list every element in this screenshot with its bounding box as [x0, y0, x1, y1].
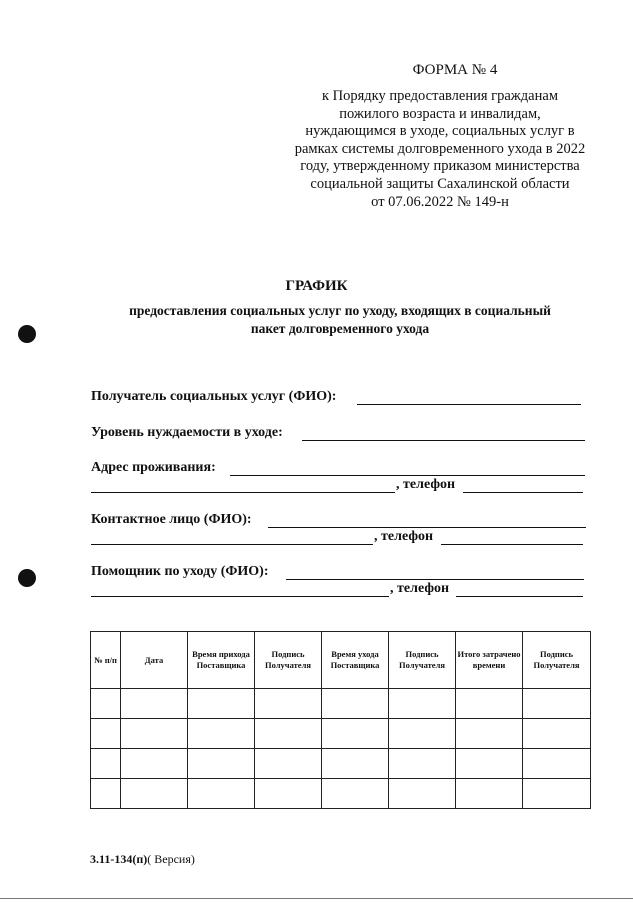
- address-label: Адрес проживания:: [91, 460, 216, 475]
- table-cell[interactable]: [91, 719, 121, 749]
- approval-reference: [270, 88, 610, 211]
- assistant-fill-line-1[interactable]: [286, 579, 584, 580]
- table-cell[interactable]: [389, 719, 456, 749]
- assistant-fill-line-2[interactable]: [91, 596, 389, 597]
- column-header-recipient-signature: Подпись Получателя: [389, 632, 456, 689]
- table-row: [91, 779, 591, 809]
- table-cell[interactable]: [389, 749, 456, 779]
- need-level-label: Уровень нуждаемости в уходе:: [91, 425, 283, 440]
- table-cell[interactable]: [456, 689, 523, 719]
- column-header-recipient-signature: Подпись Получателя: [523, 632, 591, 689]
- table-cell[interactable]: [188, 749, 255, 779]
- document-subtitle: [90, 302, 590, 338]
- table-cell[interactable]: [91, 749, 121, 779]
- contact-phone-label: , телефон: [374, 529, 434, 544]
- table-cell[interactable]: [255, 689, 322, 719]
- recipient-label: Получатель социальных услуг (ФИО):: [91, 389, 337, 404]
- table-cell[interactable]: [389, 689, 456, 719]
- form-number-label: ФОРМА № 4: [412, 62, 498, 78]
- column-header-arrival-time: Время прихода Поставщика: [188, 632, 255, 689]
- form-code: [90, 852, 195, 867]
- approval-line: пожилого возраста и инвалидам,: [339, 105, 541, 122]
- form-code-number: 3.11-134(п): [90, 852, 148, 866]
- address-fill-line-1[interactable]: [230, 475, 585, 476]
- approval-line: к Порядку предоставления гражданам: [321, 88, 558, 104]
- form-code-version: ( Версия): [147, 852, 195, 866]
- table-cell[interactable]: [322, 689, 389, 719]
- approval-line: нуждающимся в уходе, социальных услуг в: [305, 123, 575, 140]
- table-cell[interactable]: [456, 749, 523, 779]
- table-cell[interactable]: [188, 689, 255, 719]
- approval-line: от 07.06.2022 № 149-н: [371, 193, 509, 210]
- contact-fill-line-1[interactable]: [268, 527, 586, 528]
- table-cell[interactable]: [322, 749, 389, 779]
- table-cell[interactable]: [121, 689, 188, 719]
- approval-line: социальной защиты Сахалинской области: [310, 175, 570, 192]
- table-cell[interactable]: [456, 719, 523, 749]
- table-cell[interactable]: [322, 719, 389, 749]
- subtitle-line-1: предоставления социальных услуг по уходу, входящих в социальный: [129, 303, 551, 318]
- table-cell[interactable]: [523, 719, 591, 749]
- assistant-phone-label: , телефон: [390, 581, 450, 596]
- address-phone-label: , телефон: [396, 477, 456, 492]
- table-row: [91, 749, 591, 779]
- scan-bottom-edge: [0, 898, 633, 899]
- column-header-number: № п/п: [91, 632, 121, 689]
- column-header-total-time: Итого затрачено времени: [456, 632, 523, 689]
- contact-fill-line-2[interactable]: [91, 544, 373, 545]
- table-row: [91, 719, 591, 749]
- table-cell[interactable]: [121, 719, 188, 749]
- address-fill-line-2[interactable]: [91, 492, 395, 493]
- table-cell[interactable]: [456, 779, 523, 809]
- document-title: ГРАФИК: [285, 278, 348, 294]
- contact-phone-fill-line[interactable]: [441, 544, 583, 545]
- table-cell[interactable]: [523, 779, 591, 809]
- table-cell[interactable]: [523, 749, 591, 779]
- assistant-label: Помощник по уходу (ФИО):: [91, 564, 269, 579]
- recipient-fill-line[interactable]: [357, 404, 581, 405]
- table-cell[interactable]: [255, 719, 322, 749]
- punch-hole-bottom: [18, 569, 36, 587]
- column-header-recipient-signature: Подпись Получателя: [255, 632, 322, 689]
- punch-hole-top: [18, 325, 36, 343]
- table-header-row: [91, 632, 591, 689]
- contact-label: Контактное лицо (ФИО):: [91, 512, 252, 527]
- need-level-fill-line[interactable]: [302, 440, 585, 441]
- table-cell[interactable]: [91, 779, 121, 809]
- table-cell[interactable]: [121, 779, 188, 809]
- address-phone-fill-line[interactable]: [463, 492, 583, 493]
- table-cell[interactable]: [322, 779, 389, 809]
- table-cell[interactable]: [255, 779, 322, 809]
- column-header-date: Дата: [121, 632, 188, 689]
- table-cell[interactable]: [121, 749, 188, 779]
- table-cell[interactable]: [188, 779, 255, 809]
- table-cell[interactable]: [91, 689, 121, 719]
- approval-line: рамках системы долговременного ухода в 2022: [294, 140, 586, 157]
- column-header-departure-time: Время ухода Поставщика: [322, 632, 389, 689]
- approval-line: году, утвержденному приказом министерства: [300, 158, 580, 175]
- table-cell[interactable]: [389, 779, 456, 809]
- table-row: [91, 689, 591, 719]
- table-cell[interactable]: [523, 689, 591, 719]
- table-cell[interactable]: [188, 719, 255, 749]
- assistant-phone-fill-line[interactable]: [456, 596, 583, 597]
- schedule-table: [90, 631, 591, 809]
- subtitle-line-2: пакет долговременного ухода: [250, 321, 430, 336]
- table-cell[interactable]: [255, 749, 322, 779]
